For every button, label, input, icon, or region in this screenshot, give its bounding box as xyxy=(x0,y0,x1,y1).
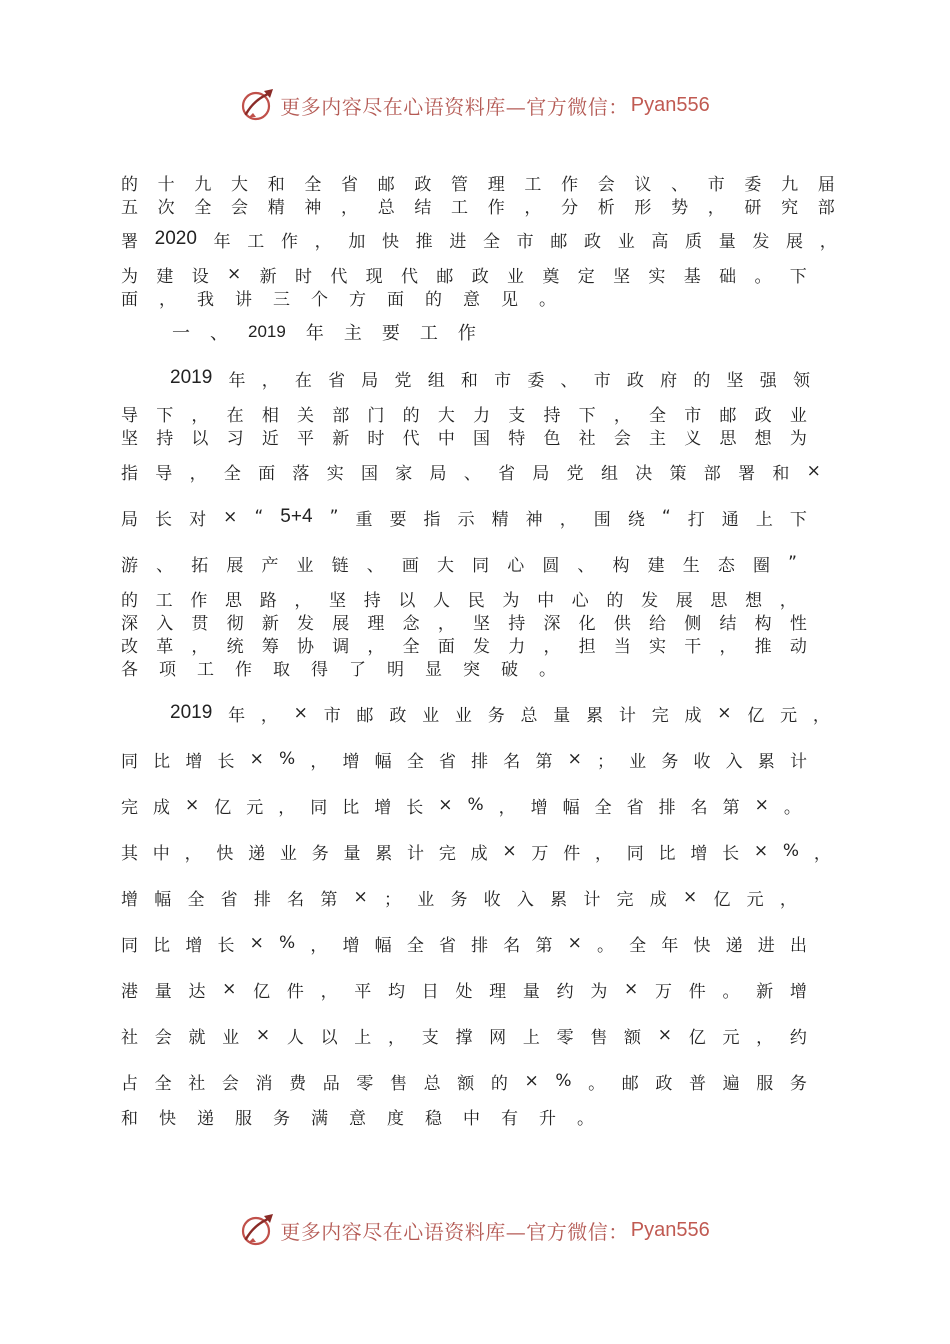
text-line-15: 各 项 工 作 取 得 了 明 显 突 破 。 xyxy=(121,659,556,680)
section-heading: 一 、 2019 年 主 要 工 作 xyxy=(172,322,476,344)
text-line-21: 同 比 增 长 × % ， 增 幅 全 省 排 名 第 × 。 全 年 快 递 进 出 xyxy=(121,933,807,956)
text-line-2: 五 次 全 会 精 神 ， 总 结 工 作 ， 分 析 形 势 ， 研 究 部 xyxy=(121,197,835,218)
text-line-6: 2019 年 ， 在 省 局 党 组 和 市 委 、 市 政 府 的 坚 强 领 xyxy=(170,367,810,391)
text-line-14: 改 革 ， 统 筹 协 调 ， 全 面 发 力 ， 担 当 实 干 ， 推 动 xyxy=(121,636,807,657)
text-line-18: 完 成 × 亿 元 ， 同 比 增 长 × % ， 增 幅 全 省 排 名 第 × 。 xyxy=(121,795,801,818)
text-line-10: 局 长 对 × “ 5+4 ” 重 要 指 示 精 神 ， 围 绕 “ 打 通 上 下 xyxy=(121,506,807,530)
text-line-9: 指 导 ， 全 面 落 实 国 家 局 、 省 局 党 组 决 策 部 署 和 × xyxy=(121,461,821,484)
text-line-4: 为 建 设 × 新 时 代 现 代 邮 政 业 奠 定 坚 实 基 础 。 下 xyxy=(121,264,807,287)
text-line-23: 社 会 就 业 × 人 以 上 ， 支 撑 网 上 零 售 额 × 亿 元 ， 约 xyxy=(121,1025,807,1048)
text-line-22: 港 量 达 × 亿 件 ， 平 均 日 处 理 量 约 为 × 万 件 。 新 增 xyxy=(121,979,807,1002)
watermark-banner-bottom xyxy=(0,1210,950,1250)
text-line-25: 和 快 递 服 务 满 意 度 稳 中 有 升 。 xyxy=(121,1108,594,1129)
watermark-banner-top xyxy=(0,85,950,125)
text-line-5: 面 ， 我 讲 三 个 方 面 的 意 见 。 xyxy=(121,289,556,310)
text-line-19: 其 中 ， 快 递 业 务 量 累 计 完 成 × 万 件 ， 同 比 增 长 × % ， xyxy=(121,841,831,864)
text-line-16: 2019 年 ， × 市 邮 政 业 业 务 总 量 累 计 完 成 × 亿 元 ， xyxy=(170,702,830,726)
wechat-id: Pyan556 xyxy=(630,1218,710,1241)
text-line-17: 同 比 增 长 × % ， 增 幅 全 省 排 名 第 × ； 业 务 收 入 累 计 xyxy=(121,749,807,772)
watermark-text: 更多内容尽在心语资料库—官方微信： xyxy=(280,94,629,119)
text-line-20: 增 幅 全 省 排 名 第 × ； 业 务 收 入 累 计 完 成 × 亿 元 ， xyxy=(121,887,797,910)
text-line-11: 游 、 拓 展 产 业 链 、 画 大 同 心 圆 、 构 建 生 态 圈 ” xyxy=(121,553,797,576)
text-line-12: 的 工 作 思 路 ， 坚 持 以 人 民 为 中 心 的 发 展 思 想 ， xyxy=(121,590,797,611)
pen-logo-icon xyxy=(240,1212,276,1248)
text-line-1: 的 十 九 大 和 全 省 邮 政 管 理 工 作 会 议 、 市 委 九 届 xyxy=(121,174,835,195)
text-line-13: 深 入 贯 彻 新 发 展 理 念 ， 坚 持 深 化 供 给 侧 结 构 性 xyxy=(121,613,807,634)
pen-logo-icon xyxy=(240,87,276,123)
watermark-text: 更多内容尽在心语资料库—官方微信： xyxy=(280,1219,629,1244)
text-line-3: 署 2020 年 工 作 ， 加 快 推 进 全 市 邮 政 业 高 质 量 发 展 ， xyxy=(121,228,837,252)
text-line-24: 占 全 社 会 消 费 品 零 售 总 额 的 × % 。 邮 政 普 遍 服 务 xyxy=(121,1071,807,1094)
wechat-id: Pyan556 xyxy=(630,93,710,116)
text-line-8: 坚 持 以 习 近 平 新 时 代 中 国 特 色 社 会 主 义 思 想 为 xyxy=(121,428,807,449)
text-line-7: 导 下 ， 在 相 关 部 门 的 大 力 支 持 下 ， 全 市 邮 政 业 xyxy=(121,405,807,426)
